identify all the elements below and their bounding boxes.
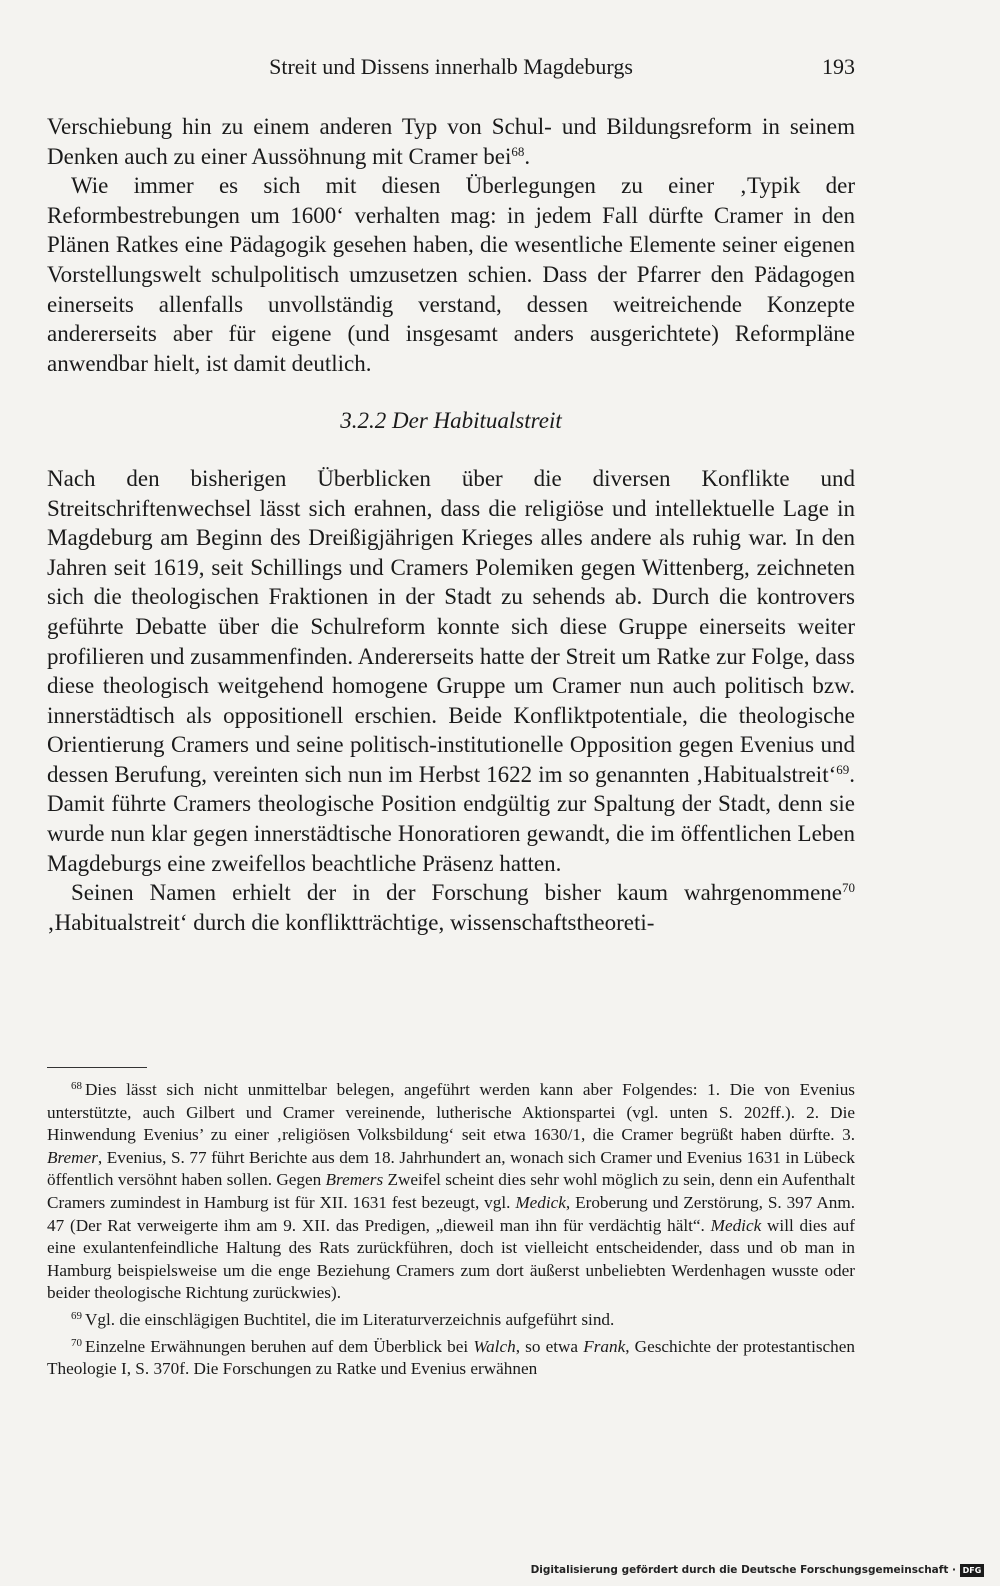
footnote-text: , Evenius, S. 77 führt Berichte aus dem 18. Jahrhundert an, wonach sich Cramer und Evenius 1631 in Lübeck öffentlich versöhnt haben sollen. Gegen [47,1147,855,1190]
digitization-credit [531,1562,984,1578]
author-name: Walch [473,1336,516,1356]
running-title: Streit und Dissens innerhalb Magdeburgs [269,54,633,79]
author-name: Medick [515,1192,566,1212]
paragraph-2: Wie immer es sich mit diesen Überlegungen zu einer ‚Typik der Reformbestrebungen um 1600‘ verhalten mag: in jedem Fall dürfte Cramer in den Plänen Ratkes eine Pädagogik gesehen haben, die wesentliche Elemente seiner eigenen Vorstellungswelt schulpolitisch umzusetzen schien. Dass der Pfarrer den Pädagogen einerseits allenfalls unvollständig verstand, dessen weitreichende Konzepte andererseits aber für eigene (und insgesamt anders ausgerichtete) Reformpläne anwendbar hielt, ist damit deutlich. [47,173,855,376]
author-name: Medick [710,1215,762,1235]
paragraph-3 [47,464,855,878]
dfg-logo-icon: DFG [960,1564,984,1577]
footnote-text: Vgl. die einschlägigen Buchtitel, die im Literaturverzeichnis aufgeführt sind. [85,1309,615,1329]
footnote-text: , Geschichte der protestantischen Theologie I, S. 370f. Die Forschungen zu Ratke und Evenius erwähnen [47,1336,855,1379]
author-name: Frank [583,1336,626,1356]
footnote-70 [47,1336,855,1381]
footnote-number: 70 [71,1336,82,1349]
paragraph-text: Nach den bisherigen Überblicken über die diversen Konflikte und Streitschriftenwechsel lässt sich erahnen, dass die religiöse und intellektuelle Lage in Magdeburg am Beginn des Dreißigjährigen Krieges alles andere als ruhig war. In den Jahren seit 1619, seit Schillings und Cramers Polemiken gegen Wittenberg, zeichneten sich die theologischen Fraktionen in der Stadt zu sehends ab. Durch die kontrovers geführte Debatte über die Schulreform konnte sich diese Gruppe einerseits weiter profilieren und zusammenfinden. Andererseits hatte der Streit um Ratke zur Folge, dass diese theologisch weitgehend homogene Gruppe um Cramer nun auch politisch bzw. innerstädtisch als oppositionell erschien. Beide Konfliktpotentiale, die theologische Orientierung Cramers und seine politisch-institutionelle Opposition gegen Evenius und dessen Berufung, vereinten sich nun im Herbst 1622 im so genannten ‚Habitualstreit‘ [47,465,855,787]
paragraph-text: ‚Habitualstreit‘ durch die konfliktträchtige, wissenschaftstheoreti- [47,909,655,935]
paragraph-1 [47,112,855,171]
footnote-text: will dies auf eine exulantenfeindliche Haltung des Rats zurückführen, doch ist vielleicht entscheidender, dass und ob man in Hamburg beispielsweise um die enge Beziehung Cramers zum dort äußerst unbeliebten Werdenhagen wusste oder beider theologische Richtung zurückwies). [47,1215,855,1303]
author-name: Bremers [325,1170,384,1190]
paragraph-text: . Damit führte Cramers theologische Position endgültig zur Spaltung der Stadt, denn sie wurde nun klar gegen innerstädtische Honoratioren gewandt, die im öffentlichen Leben Magdeburgs eine zweifellos beachtliche Präsenz hatten. [47,761,855,876]
paragraph-text: Seinen Namen erhielt der in der Forschung bisher kaum wahrgenommene [71,880,842,906]
footnote-ref-70: 70 [842,880,855,896]
paragraph-text: . [524,143,531,169]
credit-text: Digitalisierung gefördert durch die Deutsche Forschungsgemeinschaft · [530,1564,956,1576]
running-head [47,54,855,88]
footnote-ref-68: 68 [511,143,525,159]
page-number: 193 [822,54,855,79]
footnote-ref-69: 69 [836,761,850,777]
footnote-number: 69 [71,1309,82,1322]
paragraph-4 [47,878,855,937]
footnote-text: Zweifel scheint dies sehr wohl möglich zu sein, denn ein Aufenthalt Cramers zumindest in Hamburg ist für XII. 1631 fest bezeugt, vgl. [47,1170,855,1212]
footnote-text: Dies lässt sich nicht unmittelbar belegen, angeführt werden kann aber Folgendes: 1. Die von Evenius unterstützte, auch Gilbert und Cramer vereinende, lutherische Aktionspartei (vgl. unten S. 202ff.). 2. Die Hinwendung Evenius’ zu einer ‚religiösen Volksbildung‘ seit etwa 1630/1, die Cramer begrüßt haben dürfte. 3. [47,1080,855,1145]
footnote-text: , Eroberung und Zerstörung, S. 397 Anm. 47 (Der Rat verweigerte ihm am 9. XII. das Predigen, „dieweil man ihn für verdächtig hält“. [47,1192,855,1235]
main-text [47,112,855,937]
paragraph-text: Verschiebung hin zu einem anderen Typ von Schul- und Bildungsreform in seinem Denken auch zu einer Aussöhnung mit Cramer bei [47,114,855,169]
footnote-text: Einzelne Erwähnungen beruhen auf dem Überblick bei [85,1336,474,1356]
footnote-separator [47,1067,147,1068]
author-name: Bremer [47,1147,98,1167]
footnote-text: , so etwa [515,1336,584,1356]
footnotes [47,1079,855,1381]
footnote-69 [47,1309,855,1332]
section-heading: 3.2.2 Der Habitualstreit [340,408,562,434]
footnote-number: 68 [71,1080,82,1092]
footnote-68 [47,1079,855,1305]
